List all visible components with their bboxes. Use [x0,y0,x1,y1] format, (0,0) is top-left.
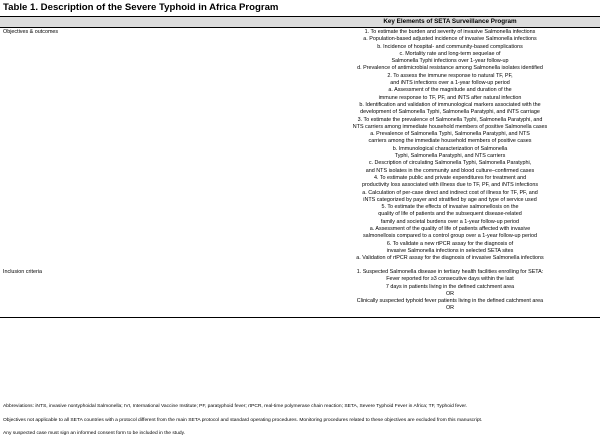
header-key-elements: Key Elements of SETA Surveillance Program [383,18,517,25]
content-line: 4. To estimate public and private expenditures for treatment and [373,174,527,181]
content-line: Salmonella Typhi infections over 1-year follow-up [391,58,509,65]
content-line: Typhi, Salmonella Paratyphi, and NTS carriers [394,153,506,160]
row-label-objectives: Objectives & outcomes [3,29,59,35]
content-line: 6. To validate a new rtPCR assay for the diagnosis of [386,240,514,247]
objectives-content [300,29,600,263]
footnote-b: Any suspected case must sign an informed consent form to be included in the study. [3,431,186,436]
content-line: 1. To estimate the burden and severity of invasive Salmonella infections [364,29,536,35]
content-line: c. Mortality rate and long-term sequelae of [399,50,501,57]
content-line: a. Assessment of the magnitude and duration of the [388,87,512,94]
content-line: development of Salmonella Typhi, Salmonella Paratyphi, and iNTS carriage [360,109,540,116]
content-line: a. Population-based adjusted incidence of invasive Salmonella infections [363,36,537,43]
inclusion-content [300,269,600,313]
content-line: and iNTS infections over a 1-year follow-up period [390,80,510,87]
content-line: OR [445,290,455,297]
content-line: iNTS categorized by payer and stratified by age and type of service used [363,196,537,203]
content-line: productivity loss associated with illness due to TF, PF, and iNTS infections [361,182,539,189]
content-line: a. Assessment of the quality of life of patients affected with invasive [369,226,531,233]
content-line: 1. Suspected Salmonella disease in tertiary health facilities enrolling for SETA: [356,269,544,275]
content-line: a. Prevalence of Salmonella Typhi, Salmonella Paratyphi, and NTS [370,131,530,138]
content-line: carriers among the immediate household members of positive cases [368,138,532,145]
footnote-abbreviations: Abbreviations: iNTS, invasive nontyphoidal Salmonella; IVI, International Vaccine Institute; PF, paratyphoid fever; rtPCR, real-time polymerase chain reaction; SETA, Severe Typhoid Fever in Africa; TF, Typhoid fever. [3,404,468,409]
content-line: Clinically suspected typhoid fever patients living in the defined catchment area [356,298,544,305]
content-line: 5. To estimate the effects of invasive salmonellosis on the [381,204,519,211]
table-header [0,16,600,28]
content-line: quality of life of patients and the subsequent disease-related [378,211,522,218]
content-line: OR [445,305,455,312]
content-line: d. Prevalence of antimicrobial resistance among Salmonella isolates identified [357,65,543,72]
footnote-a: Objectives not applicable to all SETA countries with a protocol different from the main SETA protocol and standard operating procedures. Monitoring procedures related to these objectives are excluded from this manuscript. [3,418,483,423]
content-line: b. Incidence of hospital- and community-based complications [377,43,523,50]
content-line: 3. To estimate the prevalence of Salmonella Typhi, Salmonella Paratyphi, and [357,116,543,123]
content-line: 2. To assess the immune response to natural TF, PF, [387,72,513,79]
row-label-inclusion: Inclusion criteria [3,269,42,275]
content-line: invasive Salmonella infections in selected SETA sites [386,247,514,254]
content-line: a. Validation of rtPCR assay for the diagnosis of invasive Salmonella infections [356,255,544,262]
content-line: NTS carriers among immediate household members of positive Salmonella cases [352,123,548,130]
content-line: family and societal burdens over a 1-year follow-up period [380,218,520,225]
table-title: Table 1. Description of the Severe Typhoid in Africa Program [3,2,279,13]
content-line: Fever reported for ≥3 consecutive days within the last [386,276,514,283]
content-line: b. Immunological characterization of Salmonella [392,145,508,152]
content-line: b. Identification and validation of immunological markers associated with the [359,101,541,108]
table-bottom-rule [0,317,600,318]
content-line: immune response to TF, PF, and iNTS after natural infection [378,94,522,101]
content-line: c. Description of circulating Salmonella Typhi, Salmonella Paratyphi, [368,160,532,167]
content-line: and NTS isolates in the community and blood culture–confirmed cases [365,167,535,174]
content-line: 7 days in patients living in the defined catchment area [385,283,515,290]
content-line: salmonellosis compared to a control group over a 1-year follow-up period [362,233,538,240]
content-line: a. Calculation of per-case direct and indirect cost of illness for TF, PF, and [362,189,538,196]
